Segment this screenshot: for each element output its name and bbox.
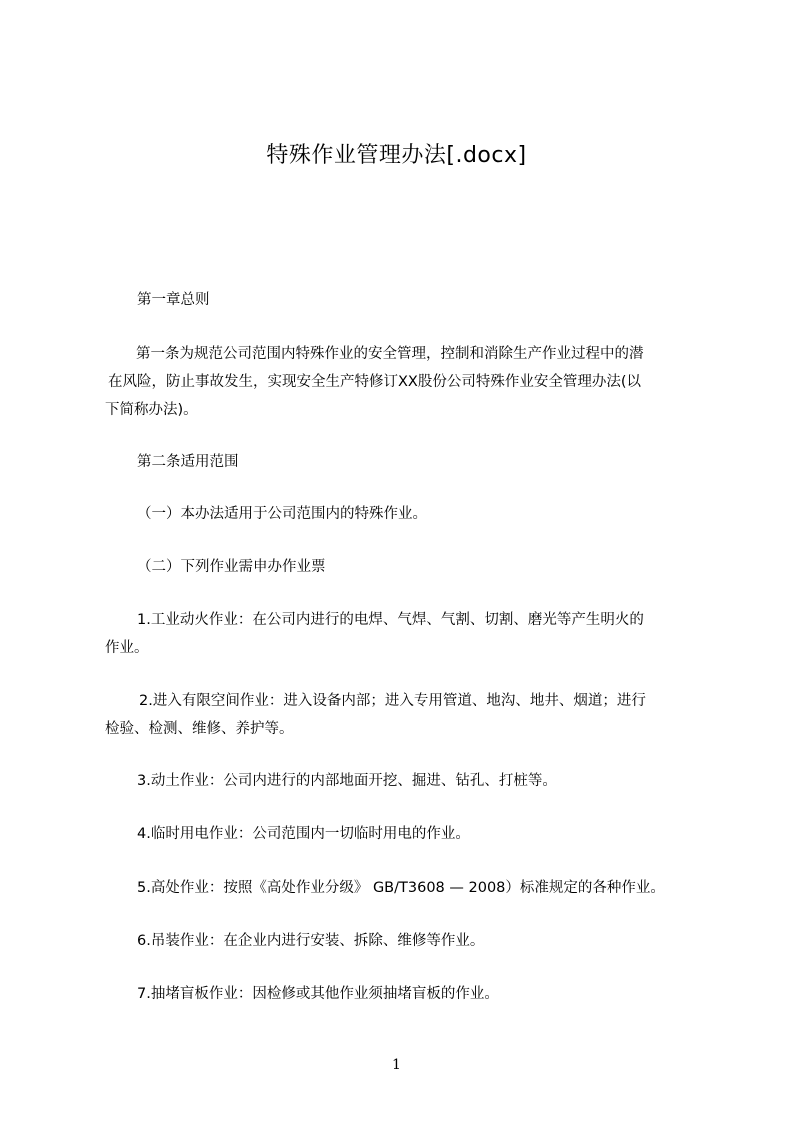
list-item: 5.高处作业：按照《高处作业分级》 GB/T3608 — 2008）标准规定的各种作业。 — [137, 880, 665, 896]
list-item: 6.吊装作业：在企业内进行安装、拆除、维修等作业。 — [137, 933, 485, 949]
list-item-line-1: 2.进入有限空间作业：进入设备内部；进入专用管道、地沟、地井、烟道；进行 — [139, 693, 646, 709]
chapter-heading: 第一章总则 — [137, 292, 210, 308]
article-1-paragraph — [105, 340, 705, 424]
article-1-line-1: 第一条为规范公司范围内特殊作业的安全管理，控制和消除生产作业过程中的潜 — [136, 346, 644, 362]
list-item: 3.动土作业：公司内进行的内部地面开挖、掘进、钻孔、打桩等。 — [137, 773, 557, 789]
list-item: 4.临时用电作业：公司范围内一切临时用电的作业。 — [137, 826, 470, 842]
clause-1: （一）本办法适用于公司范围内的特殊作业。 — [137, 506, 427, 522]
article-1-line-3: 下简称办法)。 — [105, 402, 198, 418]
list-item-line-2: 作业。 — [105, 640, 149, 656]
list-item: 7.抽堵盲板作业：因检修或其他作业须抽堵盲板的作业。 — [137, 986, 499, 1002]
article-1-line-2: 在风险，防止事故发生，实现安全生产特修订XX股份公司特殊作业安全管理办法(以 — [108, 374, 642, 390]
list-item — [105, 687, 705, 743]
article-2-heading: 第二条适用范围 — [137, 454, 239, 470]
list-item — [105, 606, 705, 662]
clause-2: （二）下列作业需申办作业票 — [137, 559, 326, 575]
list-item-line-1: 1.工业动火作业：在公司内进行的电焊、气焊、气割、切割、磨光等产生明火的 — [137, 612, 644, 628]
list-item-line-2: 检验、检测、维修、养护等。 — [105, 721, 294, 737]
page-number: 1 — [392, 1057, 401, 1073]
document-title: 特殊作业管理办法[.docx] — [266, 143, 527, 168]
